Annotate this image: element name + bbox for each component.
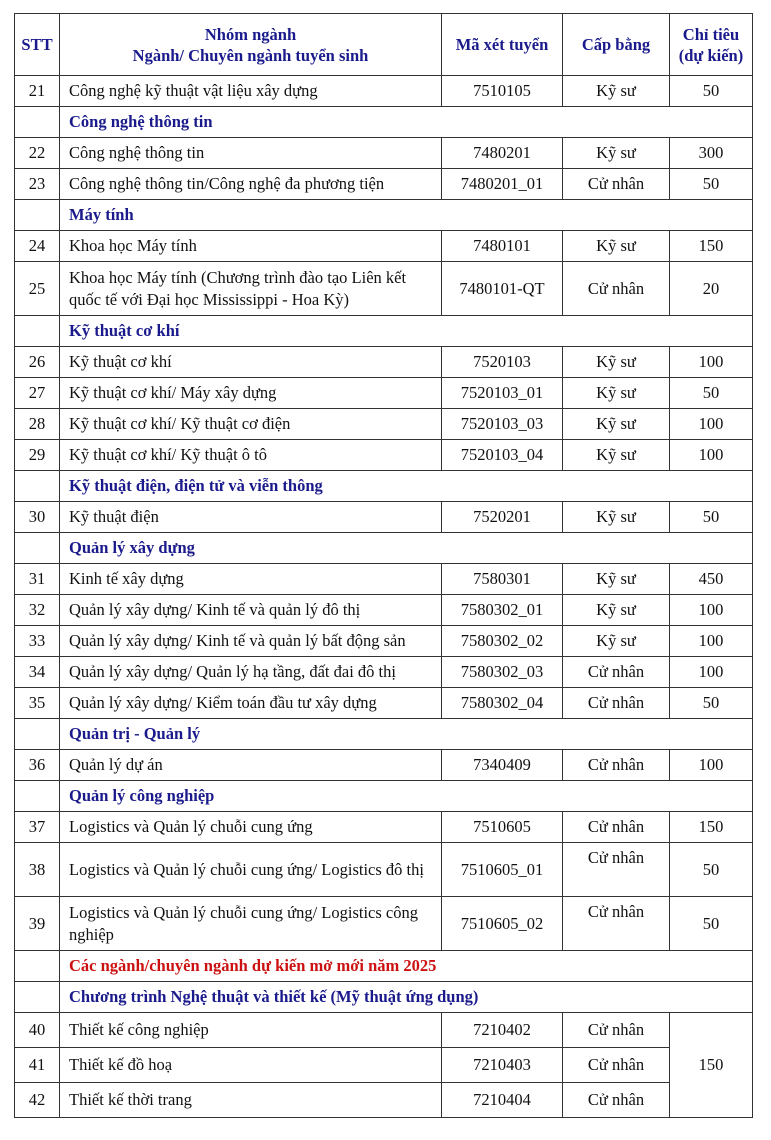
degree-cell: Cử nhân bbox=[563, 688, 670, 719]
group-stt-cell bbox=[15, 781, 60, 812]
program-code: 7580302_02 bbox=[442, 626, 563, 657]
quota-cell: 100 bbox=[670, 409, 753, 440]
table-row bbox=[15, 440, 753, 471]
group-stt-cell bbox=[15, 107, 60, 138]
degree-cell: Cử nhân bbox=[563, 750, 670, 781]
program-name: Quản lý xây dựng/ Kiểm toán đầu tư xây dựng bbox=[60, 688, 442, 719]
program-name: Kỹ thuật điện bbox=[60, 502, 442, 533]
table-row bbox=[15, 409, 753, 440]
program-code: 7480201 bbox=[442, 138, 563, 169]
group-label: Công nghệ thông tin bbox=[60, 107, 753, 138]
degree-cell: Cử nhân bbox=[563, 262, 670, 316]
program-name: Logistics và Quản lý chuỗi cung ứng bbox=[60, 812, 442, 843]
group-row bbox=[15, 951, 753, 982]
quota-cell: 150 bbox=[670, 1013, 753, 1118]
program-code: 7210403 bbox=[442, 1048, 563, 1083]
quota-cell: 100 bbox=[670, 626, 753, 657]
quota-cell: 100 bbox=[670, 347, 753, 378]
stt-cell: 36 bbox=[15, 750, 60, 781]
stt-cell: 29 bbox=[15, 440, 60, 471]
degree-cell: Kỹ sư bbox=[563, 502, 670, 533]
program-code: 7210404 bbox=[442, 1083, 563, 1118]
program-name: Quản lý xây dựng/ Quản lý hạ tầng, đất đai đô thị bbox=[60, 657, 442, 688]
stt-cell: 34 bbox=[15, 657, 60, 688]
program-name: Khoa học Máy tính (Chương trình đào tạo Liên kết quốc tế với Đại học Mississippi - Hoa Kỳ) bbox=[60, 262, 442, 316]
stt-cell: 35 bbox=[15, 688, 60, 719]
group-label: Các ngành/chuyên ngành dự kiến mở mới năm 2025 bbox=[60, 951, 753, 982]
table-row bbox=[15, 1013, 753, 1048]
program-name: Kỹ thuật cơ khí/ Kỹ thuật cơ điện bbox=[60, 409, 442, 440]
header-group-line1: Nhóm ngành bbox=[204, 24, 297, 44]
program-code: 7210402 bbox=[442, 1013, 563, 1048]
header-degree: Cấp bằng bbox=[563, 14, 670, 76]
table-row bbox=[15, 138, 753, 169]
stt-cell: 37 bbox=[15, 812, 60, 843]
quota-cell: 150 bbox=[670, 231, 753, 262]
degree-cell: Cử nhân bbox=[563, 897, 670, 951]
quota-cell: 150 bbox=[670, 812, 753, 843]
program-code: 7580301 bbox=[442, 564, 563, 595]
degree-cell: Cử nhân bbox=[563, 1083, 670, 1118]
program-code: 7580302_01 bbox=[442, 595, 563, 626]
stt-cell: 31 bbox=[15, 564, 60, 595]
header-group bbox=[60, 14, 442, 76]
quota-cell: 20 bbox=[670, 262, 753, 316]
header-quota bbox=[670, 14, 753, 76]
degree-cell: Cử nhân bbox=[563, 657, 670, 688]
group-row bbox=[15, 533, 753, 564]
quota-cell: 50 bbox=[670, 897, 753, 951]
program-code: 7340409 bbox=[442, 750, 563, 781]
stt-cell: 39 bbox=[15, 897, 60, 951]
program-code: 7520103_01 bbox=[442, 378, 563, 409]
stt-cell: 40 bbox=[15, 1013, 60, 1048]
group-label: Quản trị - Quản lý bbox=[60, 719, 753, 750]
group-row bbox=[15, 107, 753, 138]
degree-cell: Cử nhân bbox=[563, 169, 670, 200]
stt-cell: 33 bbox=[15, 626, 60, 657]
header-group-line2: Ngành/ Chuyên ngành tuyển sinh bbox=[132, 45, 369, 65]
header-row bbox=[15, 14, 753, 76]
group-stt-cell bbox=[15, 951, 60, 982]
quota-cell: 50 bbox=[670, 843, 753, 897]
stt-cell: 38 bbox=[15, 843, 60, 897]
quota-cell: 450 bbox=[670, 564, 753, 595]
degree-cell: Kỹ sư bbox=[563, 138, 670, 169]
program-code: 7520103 bbox=[442, 347, 563, 378]
program-code: 7510605 bbox=[442, 812, 563, 843]
program-code: 7510605_01 bbox=[442, 843, 563, 897]
program-name: Công nghệ thông tin/Công nghệ đa phương tiện bbox=[60, 169, 442, 200]
header-quota-line2: (dự kiến) bbox=[678, 45, 744, 65]
program-name: Công nghệ kỹ thuật vật liệu xây dựng bbox=[60, 76, 442, 107]
stt-cell: 24 bbox=[15, 231, 60, 262]
degree-cell: Kỹ sư bbox=[563, 347, 670, 378]
group-row bbox=[15, 316, 753, 347]
table-row bbox=[15, 897, 753, 951]
quota-cell: 100 bbox=[670, 657, 753, 688]
quota-cell: 300 bbox=[670, 138, 753, 169]
table-row bbox=[15, 750, 753, 781]
header-quota-line1: Chỉ tiêu bbox=[682, 24, 740, 44]
program-name: Thiết kế đồ hoạ bbox=[60, 1048, 442, 1083]
table-row bbox=[15, 502, 753, 533]
stt-cell: 27 bbox=[15, 378, 60, 409]
degree-cell: Cử nhân bbox=[563, 843, 670, 897]
group-row bbox=[15, 200, 753, 231]
program-name: Kỹ thuật cơ khí/ Máy xây dựng bbox=[60, 378, 442, 409]
degree-cell: Cử nhân bbox=[563, 1048, 670, 1083]
program-name: Thiết kế thời trang bbox=[60, 1083, 442, 1118]
program-name: Quản lý dự án bbox=[60, 750, 442, 781]
program-code: 7510105 bbox=[442, 76, 563, 107]
table-row bbox=[15, 812, 753, 843]
stt-cell: 21 bbox=[15, 76, 60, 107]
degree-cell: Kỹ sư bbox=[563, 76, 670, 107]
program-code: 7480201_01 bbox=[442, 169, 563, 200]
program-code: 7520103_04 bbox=[442, 440, 563, 471]
program-name: Quản lý xây dựng/ Kinh tế và quản lý bất động sản bbox=[60, 626, 442, 657]
group-stt-cell bbox=[15, 316, 60, 347]
program-name: Công nghệ thông tin bbox=[60, 138, 442, 169]
program-code: 7580302_04 bbox=[442, 688, 563, 719]
group-label: Quản lý xây dựng bbox=[60, 533, 753, 564]
group-row bbox=[15, 781, 753, 812]
program-name: Logistics và Quản lý chuỗi cung ứng/ Logistics đô thị bbox=[60, 843, 442, 897]
degree-cell: Kỹ sư bbox=[563, 409, 670, 440]
stt-cell: 32 bbox=[15, 595, 60, 626]
group-stt-cell bbox=[15, 982, 60, 1013]
table-row bbox=[15, 688, 753, 719]
stt-cell: 25 bbox=[15, 262, 60, 316]
quota-cell: 100 bbox=[670, 440, 753, 471]
table-row bbox=[15, 231, 753, 262]
stt-cell: 28 bbox=[15, 409, 60, 440]
program-name: Thiết kế công nghiệp bbox=[60, 1013, 442, 1048]
group-stt-cell bbox=[15, 200, 60, 231]
program-name: Quản lý xây dựng/ Kinh tế và quản lý đô thị bbox=[60, 595, 442, 626]
stt-cell: 26 bbox=[15, 347, 60, 378]
quota-cell: 100 bbox=[670, 595, 753, 626]
program-name: Khoa học Máy tính bbox=[60, 231, 442, 262]
table-row bbox=[15, 1083, 753, 1118]
quota-cell: 50 bbox=[670, 688, 753, 719]
degree-cell: Kỹ sư bbox=[563, 564, 670, 595]
program-code: 7480101-QT bbox=[442, 262, 563, 316]
group-stt-cell bbox=[15, 471, 60, 502]
header-stt: STT bbox=[15, 14, 60, 76]
table-row bbox=[15, 626, 753, 657]
table-row bbox=[15, 378, 753, 409]
stt-cell: 30 bbox=[15, 502, 60, 533]
admission-table bbox=[14, 13, 753, 1118]
group-row bbox=[15, 982, 753, 1013]
header-code: Mã xét tuyển bbox=[442, 14, 563, 76]
degree-cell: Kỹ sư bbox=[563, 595, 670, 626]
program-code: 7480101 bbox=[442, 231, 563, 262]
group-row bbox=[15, 719, 753, 750]
table-row bbox=[15, 1048, 753, 1083]
stt-cell: 41 bbox=[15, 1048, 60, 1083]
group-label: Kỹ thuật cơ khí bbox=[60, 316, 753, 347]
degree-cell: Kỹ sư bbox=[563, 626, 670, 657]
table-row bbox=[15, 657, 753, 688]
table-row bbox=[15, 843, 753, 897]
table-row bbox=[15, 595, 753, 626]
quota-cell: 100 bbox=[670, 750, 753, 781]
group-stt-cell bbox=[15, 719, 60, 750]
table-row bbox=[15, 347, 753, 378]
degree-cell: Kỹ sư bbox=[563, 378, 670, 409]
program-code: 7520103_03 bbox=[442, 409, 563, 440]
group-row bbox=[15, 471, 753, 502]
quota-cell: 50 bbox=[670, 502, 753, 533]
stt-cell: 23 bbox=[15, 169, 60, 200]
quota-cell: 50 bbox=[670, 169, 753, 200]
program-name: Kỹ thuật cơ khí bbox=[60, 347, 442, 378]
degree-cell: Cử nhân bbox=[563, 1013, 670, 1048]
degree-cell: Kỹ sư bbox=[563, 231, 670, 262]
degree-cell: Kỹ sư bbox=[563, 440, 670, 471]
degree-cell: Cử nhân bbox=[563, 812, 670, 843]
quota-cell: 50 bbox=[670, 76, 753, 107]
table-row bbox=[15, 564, 753, 595]
group-label: Kỹ thuật điện, điện tử và viễn thông bbox=[60, 471, 753, 502]
table-row bbox=[15, 262, 753, 316]
group-label: Máy tính bbox=[60, 200, 753, 231]
group-label: Quản lý công nghiệp bbox=[60, 781, 753, 812]
group-stt-cell bbox=[15, 533, 60, 564]
program-name: Logistics và Quản lý chuỗi cung ứng/ Logistics công nghiệp bbox=[60, 897, 442, 951]
group-label: Chương trình Nghệ thuật và thiết kế (Mỹ thuật ứng dụng) bbox=[60, 982, 753, 1013]
stt-cell: 22 bbox=[15, 138, 60, 169]
program-code: 7510605_02 bbox=[442, 897, 563, 951]
program-name: Kinh tế xây dựng bbox=[60, 564, 442, 595]
program-code: 7520201 bbox=[442, 502, 563, 533]
table-row bbox=[15, 76, 753, 107]
table-row bbox=[15, 169, 753, 200]
stt-cell: 42 bbox=[15, 1083, 60, 1118]
program-code: 7580302_03 bbox=[442, 657, 563, 688]
program-name: Kỹ thuật cơ khí/ Kỹ thuật ô tô bbox=[60, 440, 442, 471]
quota-cell: 50 bbox=[670, 378, 753, 409]
